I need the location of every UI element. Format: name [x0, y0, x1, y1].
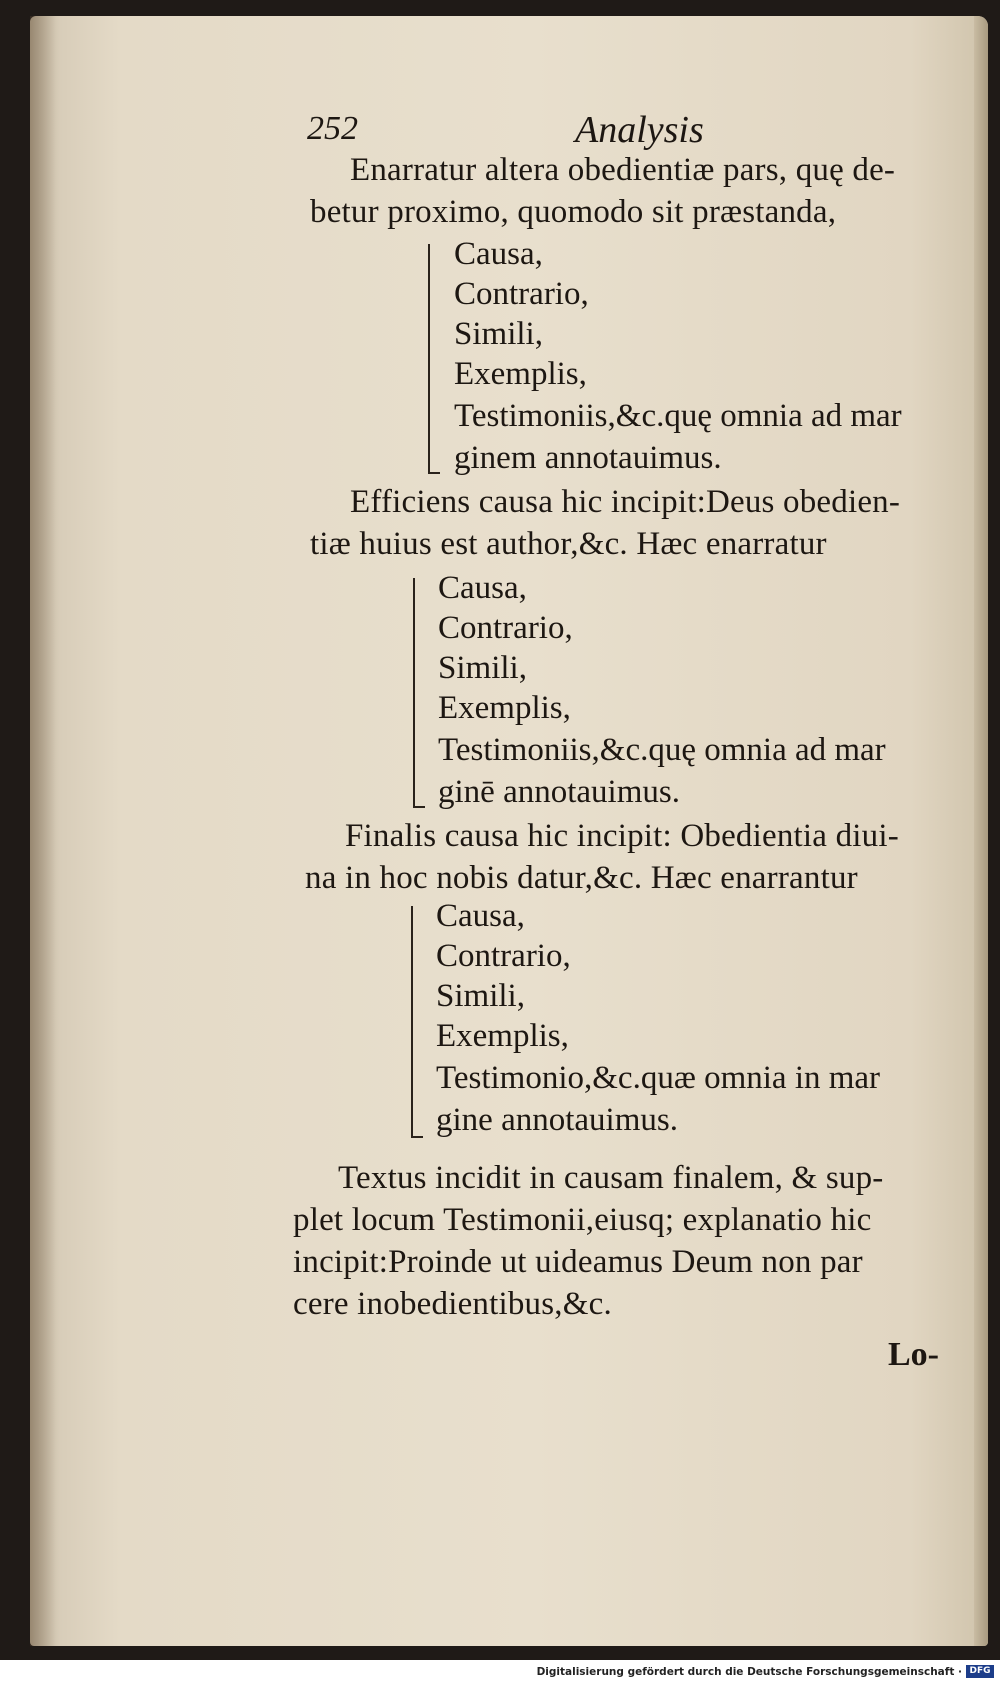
- paragraph-line: plet locum Testimonii,eiusq; explanatio hic: [293, 1202, 872, 1238]
- list-bracket: [428, 244, 440, 474]
- list-item: Simili,: [438, 650, 527, 686]
- list-item: gine annotauimus.: [436, 1102, 678, 1138]
- paragraph-line: tiæ huius est author,&c. Hæc enarratur: [310, 526, 827, 562]
- paragraph-line: Textus incidit in causam finalem, & sup-: [338, 1160, 884, 1196]
- paragraph-line: cere inobedientibus,&c.: [293, 1286, 612, 1322]
- list-item: Exemplis,: [454, 356, 587, 392]
- list-bracket: [411, 906, 423, 1138]
- page-number: 252: [307, 110, 358, 147]
- list-bracket: [413, 578, 425, 808]
- page-edge: [974, 16, 988, 1646]
- paragraph-line: Finalis causa hic incipit: Obedientia diui-: [345, 818, 899, 854]
- catchword: Lo-: [888, 1336, 939, 1373]
- funding-credit: Digitalisierung gefördert durch die Deutsche Forschungsgemeinschaft ·: [536, 1666, 962, 1678]
- gutter-shadow: [30, 16, 56, 1646]
- list-item: Causa,: [454, 236, 543, 272]
- list-item: Causa,: [438, 570, 527, 606]
- list-item: ginem annotauimus.: [454, 440, 722, 476]
- list-item: Contrario,: [454, 276, 589, 312]
- list-item: Simili,: [436, 978, 525, 1014]
- list-item: Contrario,: [436, 938, 571, 974]
- paragraph-line: incipit:Proinde ut uideamus Deum non par: [293, 1244, 863, 1280]
- paragraph-line: Enarratur altera obedientiæ pars, quę de-: [350, 152, 896, 188]
- paragraph-line: betur proximo, quomodo sit præstanda,: [310, 194, 837, 230]
- dfg-logo: DFG: [966, 1665, 994, 1678]
- list-item: Contrario,: [438, 610, 573, 646]
- list-item: Testimonio,&c.quæ omnia in mar: [436, 1060, 881, 1096]
- running-title: Analysis: [575, 109, 704, 151]
- paragraph-line: na in hoc nobis datur,&c. Hæc enarrantur: [305, 860, 858, 896]
- list-item: Testimoniis,&c.quę omnia ad mar: [438, 732, 886, 768]
- list-item: Exemplis,: [438, 690, 571, 726]
- list-item: ginē annotauimus.: [438, 774, 680, 810]
- list-item: Testimoniis,&c.quę omnia ad mar: [454, 398, 902, 434]
- paragraph-line: Efficiens causa hic incipit:Deus obedien-: [350, 484, 901, 520]
- list-item: Exemplis,: [436, 1018, 569, 1054]
- footer-bar: [0, 1660, 1000, 1681]
- list-item: Simili,: [454, 316, 543, 352]
- list-item: Causa,: [436, 898, 525, 934]
